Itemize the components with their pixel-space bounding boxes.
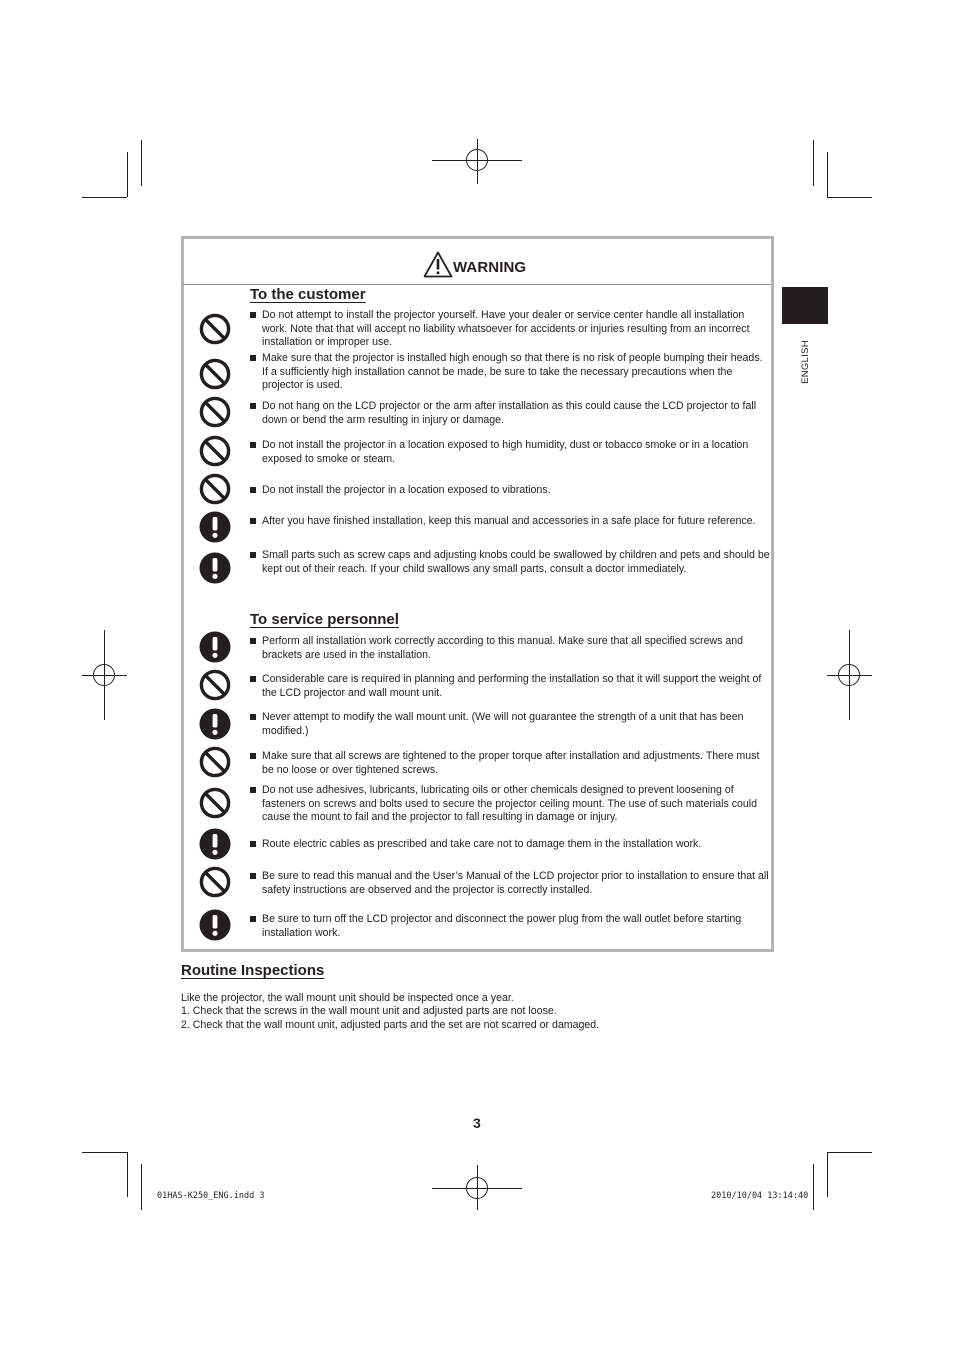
warning-item-text: Do not use adhesives, lubricants, lubricating oils or other chemicals designed to prevent loosening of fasteners on screws and bolts used to secure the projector ceiling mount. The use of such materials could cause the mount to fail and the projector to fall resulting in damage or injury.: [262, 784, 758, 824]
mandatory-icon: [199, 511, 231, 543]
bullet-square-icon: [250, 787, 256, 793]
mandatory-icon: [199, 909, 231, 941]
warning-header-divider: [183, 284, 771, 285]
bullet-square-icon: [250, 714, 256, 720]
mandatory-icon: [199, 631, 231, 663]
bullet-square-icon: [250, 916, 256, 922]
prohibition-icon: [199, 669, 231, 701]
routine-line: 1. Check that the screws in the wall mount unit and adjusted parts are not loose.: [181, 1005, 557, 1017]
warning-item-text: Do not install the projector in a location exposed to vibrations.: [262, 484, 551, 496]
bullet-square-icon: [250, 638, 256, 644]
bullet-square-icon: [250, 841, 256, 847]
prohibition-icon: [199, 313, 231, 345]
bullet-square-icon: [250, 403, 256, 409]
prohibition-icon: [199, 358, 231, 390]
prohibition-icon: [199, 866, 231, 898]
warning-item-text: Do not attempt to install the projector yourself. Have your dealer or service center handle all installation work. Note that that will accept no liability whatsoever for accidents or injuries resulting from an incorrect installation or improper use.: [262, 309, 750, 349]
warning-item-text: Do not install the projector in a location exposed to high humidity, dust or tobacco smoke or in a location exposed to smoke or steam.: [262, 439, 749, 465]
warning-item-text: Small parts such as screw caps and adjusting knobs could be swallowed by children and pets and should be kept out of their reach. If your child swallows any small parts, consult a doctor immediately.: [262, 549, 770, 575]
mandatory-icon: [199, 828, 231, 860]
routine-line: Like the projector, the wall mount unit should be inspected once a year.: [181, 992, 514, 1004]
bullet-square-icon: [250, 487, 256, 493]
warning-item-text: Be sure to read this manual and the User’s Manual of the LCD projector prior to installation to ensure that all safety instructions are observed and the projector is correctly installed.: [262, 870, 769, 896]
prohibition-icon: [199, 746, 231, 778]
warning-item-text: Be sure to turn off the LCD projector and disconnect the power plug from the wall outlet before starting installation work.: [262, 913, 742, 939]
mandatory-icon: [199, 708, 231, 740]
prohibition-icon: [199, 473, 231, 505]
warning-item-text: Do not hang on the LCD projector or the arm after installation as this could cause the LCD projector to fall down or bend the arm resulting in injury or damage.: [262, 400, 757, 426]
warning-item-text: Never attempt to modify the wall mount unit. (We will not guarantee the strength of a unit that has been modified.): [262, 711, 744, 737]
customer-heading: To the customer: [250, 286, 366, 303]
footer-timestamp: 2010/10/04 13:14:40: [711, 1191, 809, 1201]
warning-item-text: Considerable care is required in planning and performing the installation so that it will support the weight of the LCD projector and wall mount unit.: [262, 673, 762, 699]
bullet-square-icon: [250, 355, 256, 361]
language-tab: [782, 287, 828, 324]
warning-item-text: Perform all installation work correctly according to this manual. Make sure that all specified screws and brackets are used in the installation.: [262, 635, 744, 661]
bullet-square-icon: [250, 676, 256, 682]
mandatory-icon: [199, 552, 231, 584]
warning-title: WARNING: [453, 259, 527, 276]
bullet-square-icon: [250, 753, 256, 759]
bullet-square-icon: [250, 552, 256, 558]
footer-file-info: 01HAS-K250_ENG.indd 3: [157, 1191, 265, 1201]
language-label: ENGLISH: [800, 340, 811, 384]
warning-item-text: Make sure that all screws are tightened to the proper torque after installation and adjustments. There must be no loose or over tightened screws.: [262, 750, 760, 776]
page-number: 3: [473, 1115, 481, 1131]
bullet-square-icon: [250, 518, 256, 524]
warning-item-text: Make sure that the projector is installed high enough so that there is no risk of people bumping their heads. If a sufficiently high installation cannot be made, be sure to take the necessary precautions when the projector is used.: [262, 352, 763, 392]
warning-item-text: Route electric cables as prescribed and take care not to damage them in the installation work.: [262, 838, 702, 850]
routine-heading: Routine Inspections: [181, 962, 325, 979]
warning-item-text: After you have finished installation, keep this manual and accessories in a safe place for future reference.: [262, 515, 756, 527]
bullet-square-icon: [250, 312, 256, 318]
bullet-square-icon: [250, 873, 256, 879]
warning-triangle-icon: [423, 251, 453, 278]
bullet-square-icon: [250, 442, 256, 448]
prohibition-icon: [199, 396, 231, 428]
routine-line: 2. Check that the wall mount unit, adjusted parts and the set are not scarred or damaged.: [181, 1019, 600, 1031]
prohibition-icon: [199, 435, 231, 467]
service-heading: To service personnel: [250, 611, 399, 628]
prohibition-icon: [199, 787, 231, 819]
